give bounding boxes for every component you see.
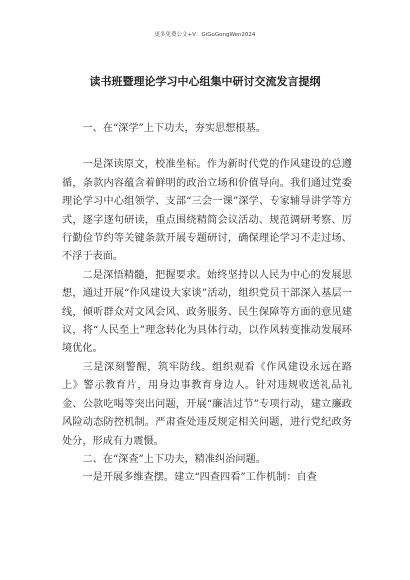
- body-paragraph: 三是深刻警醒，筑牢防线。组织观看《作风建设永远在路上》警示教育片，用身边事教育身边人。针对违规收送礼品礼金、公款吃喝等突出问题，开展“廉洁过节”专项行动，建立廉政风险动态防控机制。严肃查处违反规定相关问题，进行党纪政务处分，形成有力震慑。: [62, 361, 352, 447]
- document-body: [62, 120, 352, 488]
- document-title: 读书班暨理论学习中心组集中研讨交流发言提纲: [89, 75, 321, 88]
- header-note: 更多免费公文+V：GiGoGongWen2024: [154, 32, 256, 38]
- section-heading: 二、在“深查”上下功夫，精准纠治问题。: [82, 453, 266, 465]
- section-heading: 一、在“深学”上下功夫，夯实思想根基。: [82, 123, 266, 134]
- body-paragraph: 一是深读原文，校准坐标。作为新时代党的作风建设的总遵循，条款内容蕴含着鲜明的政治立场和价值导向。我们通过党委理论学习中心组领学、支部“三会一课”深学、专家辅导讲学等方式，逐字逐句研读，重点围绕精简会议活动、规范调研考察、厉行勤俭节约等关键条款开展专题研讨，确保理论学习不走过场、不浮于表面。: [62, 159, 352, 263]
- body-paragraph: 一是开展多维查摆。建立“四查四看”工作机制：自查: [82, 472, 317, 484]
- body-paragraph: 二是深悟精髓，把握要求。始终坚持以人民为中心的发展思想，通过开展“作风建设大家谈”活动，组织党员干部深入基层一线，倾听群众对文风会风、政务服务、民生保障等方面的意见建议，将“人民至上”理念转化为具体行动，以作风转变推动发展环境优化。: [62, 269, 352, 355]
